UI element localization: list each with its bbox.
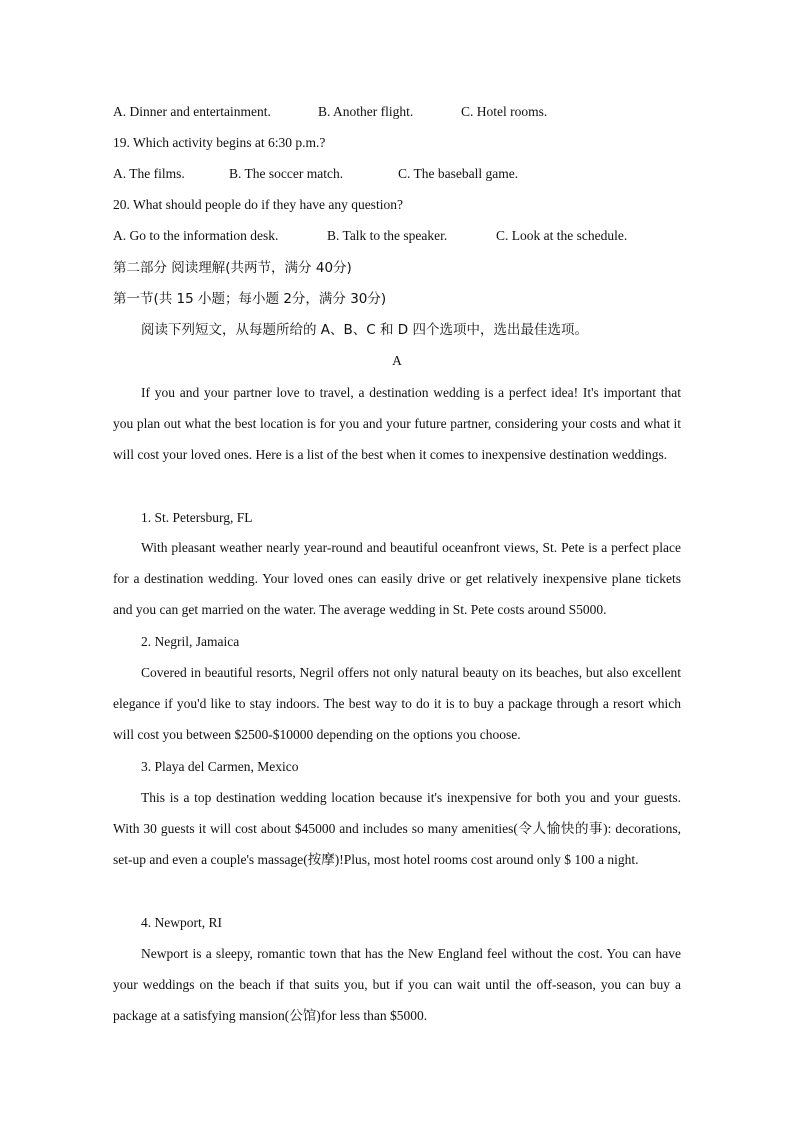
item-text-3: This is a top destination wedding location because it's inexpensive for both you and your guests. With 30 guests it will cost about $45000 and includes so many amenities(令人愉快的事): decorations, set-up and even a couple's massage(按摩)!Plus, most hotel rooms cost around only $ 100 a night. bbox=[113, 790, 681, 867]
item-title-3: 3. Playa del Carmen, Mexico bbox=[141, 759, 299, 774]
q19-option-c: C. The baseball game. bbox=[398, 166, 519, 181]
q18-option-c: C. Hotel rooms. bbox=[461, 104, 548, 119]
q20-option-c: C. Look at the schedule. bbox=[496, 228, 628, 243]
q18-options bbox=[113, 104, 547, 120]
q19-question: 19. Which activity begins at 6:30 p.m.? bbox=[113, 135, 326, 150]
item-title-4: 4. Newport, RI bbox=[141, 915, 222, 930]
item-text-2: Covered in beautiful resorts, Negril offers not only natural beauty on its beaches, but also excellent elegance if you'd like to stay indoors. The best way to do it is to buy a package through a resort which will cost you between $2500-$10000 depending on the options you choose. bbox=[113, 665, 681, 742]
q18-option-a: A. Dinner and entertainment. bbox=[113, 104, 271, 119]
passage-intro: If you and your partner love to travel, a destination wedding is a perfect idea! It's important that you plan out what the best location is for you and your future partner, considering your costs and what it will cost your loved ones. Here is a list of the best when it comes to inexpensive destination weddings. bbox=[113, 385, 681, 462]
q20-option-b: B. Talk to the speaker. bbox=[327, 228, 448, 243]
q19-options bbox=[113, 166, 518, 182]
q19-option-a: A. The films. bbox=[113, 166, 185, 181]
q19-option-b: B. The soccer match. bbox=[229, 166, 344, 181]
passage-letter: A bbox=[392, 353, 402, 368]
section1-heading: 第一节(共 15 小题；每小题 2分，满分 30分) bbox=[113, 291, 387, 307]
q20-option-a: A. Go to the information desk. bbox=[113, 228, 279, 243]
part2-heading: 第二部分 阅读理解(共两节，满分 40分) bbox=[113, 260, 352, 276]
item-title-2: 2. Negril, Jamaica bbox=[141, 634, 240, 649]
q20-question: 20. What should people do if they have any question? bbox=[113, 197, 403, 212]
item-text-1: With pleasant weather nearly year-round and beautiful oceanfront views, St. Pete is a perfect place for a destination wedding. Your loved ones can easily drive or get relatively inexpensive plane tickets and you can get married on the water. The average wedding in St. Pete costs around S5000. bbox=[113, 540, 681, 617]
q18-option-b: B. Another flight. bbox=[318, 104, 414, 119]
reading-instruction: 阅读下列短文，从每题所给的 A、B、C 和 D 四个选项中，选出最佳选项。 bbox=[141, 322, 588, 338]
item-text-4: Newport is a sleepy, romantic town that has the New England feel without the cost. You can have your weddings on the beach if that suits you, but if you can wait until the off-season, you can buy a package at a satisfying mansion(公馆)for less than $5000. bbox=[113, 946, 681, 1023]
q20-options bbox=[113, 228, 627, 244]
item-title-1: 1. St. Petersburg, FL bbox=[141, 510, 253, 525]
